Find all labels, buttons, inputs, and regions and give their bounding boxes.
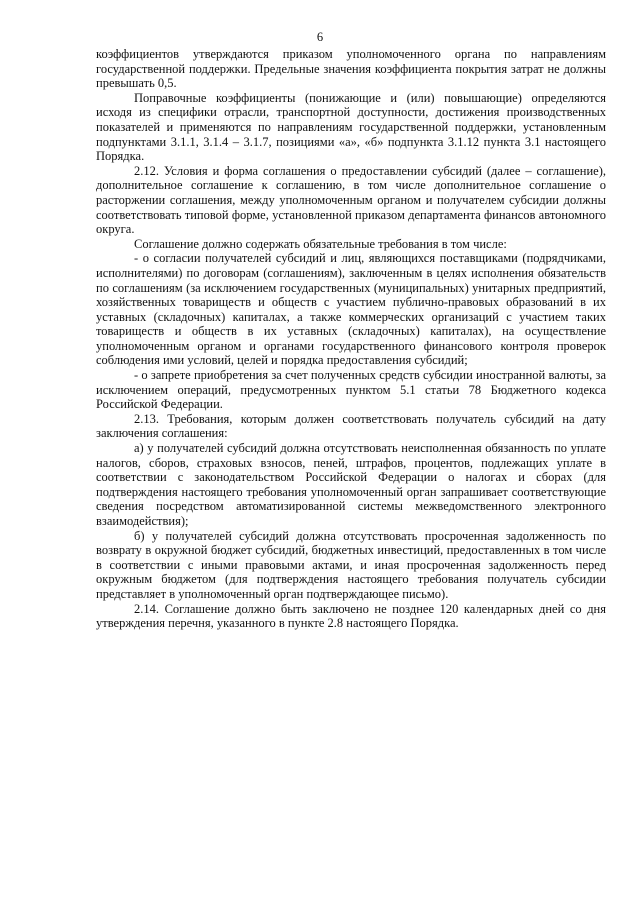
list-item-consent: - о согласии получателей субсидий и лиц, являющихся поставщиками (подрядчиками, исполнителями) по договорам (соглашениям), заключенным в целях исполнения обязательств по соглашениям (за исключением государственных (муниципальных) унитарных предприятий, хозяйственных товариществ и обществ с участием публично-правовых образований в их уставных (складочных) капиталах, а также коммерческих организаций с участием таких товариществ и обществ в их уставных (складочных) капиталах), на осуществление уполномоченным органом и органами государственного финансового контроля проверок соблюдения ими условий, целей и порядка предоставления субсидий; bbox=[96, 251, 606, 368]
paragraph-continuation: коэффициентов утверждаются приказом уполномоченного органа по направлениям государственной поддержки. Предельные значения коэффициента покрытия затрат не должны превышать 0,5. bbox=[96, 47, 606, 91]
page-number: 6 bbox=[316, 30, 324, 44]
paragraph-2-13: 2.13. Требования, которым должен соответствовать получатель субсидий на дату заключения соглашения: bbox=[96, 411, 606, 441]
paragraph-agreement-requirements: Соглашение должно содержать обязательные требования в том числе: bbox=[134, 236, 507, 251]
paragraph-correction-coefficients: Поправочные коэффициенты (понижающие и (или) повышающие) определяются исходя из специфики отрасли, транспортной доступности, достижения производственных показателей и применяются по направлениям государственной поддержки, установленным подпунктами 3.1.1, 3.1.4 – 3.1.7, позициями «а», «б» подпункта 3.1.12 пункта 3.1 настоящего Порядка. bbox=[96, 90, 606, 164]
paragraph-2-12: 2.12. Условия и форма соглашения о предоставлении субсидий (далее – соглашение), дополнительное соглашение к соглашению, в том числе дополнительное соглашение о расторжении соглашения, между уполномоченным органом и получателем субсидии должны соответствовать типовой форме, установленной приказом департамента финансов автономного округа. bbox=[96, 163, 606, 237]
list-item-b-overdue-debt: б) у получателей субсидий должна отсутствовать просроченная задолженность по возврату в окружной бюджет субсидий, бюджетных инвестиций, предоставленных в том числе в соответствии с иными правовыми актами, и иная просроченная задолженность перед окружным бюджетом (для подтверждения настоящего требования получатель субсидии представляет в уполномоченный орган подтверждающее письмо). bbox=[96, 528, 606, 601]
list-item-a-tax-debt: а) у получателей субсидий должна отсутствовать неисполненная обязанность по уплате налогов, сборов, страховых взносов, пеней, штрафов, процентов, подлежащих уплате в соответствии с законодательством Российской Федерации о налогах и сборах (для подтверждения настоящего требования уполномоченный орган запрашивает соответствующие сведения посредством автоматизированной системы межведомственного электронного взаимодействия); bbox=[96, 441, 606, 528]
list-item-currency-ban: - о запрете приобретения за счет полученных средств субсидии иностранной валюты, за исключением операций, предусмотренных пунктом 5.1 статьи 78 Бюджетного кодекса Российской Федерации. bbox=[96, 368, 606, 412]
paragraph-2-14: 2.14. Соглашение должно быть заключено не позднее 120 календарных дней со дня утверждения перечня, указанного в пункте 2.8 настоящего Порядка. bbox=[96, 601, 606, 631]
document-body bbox=[96, 47, 606, 631]
